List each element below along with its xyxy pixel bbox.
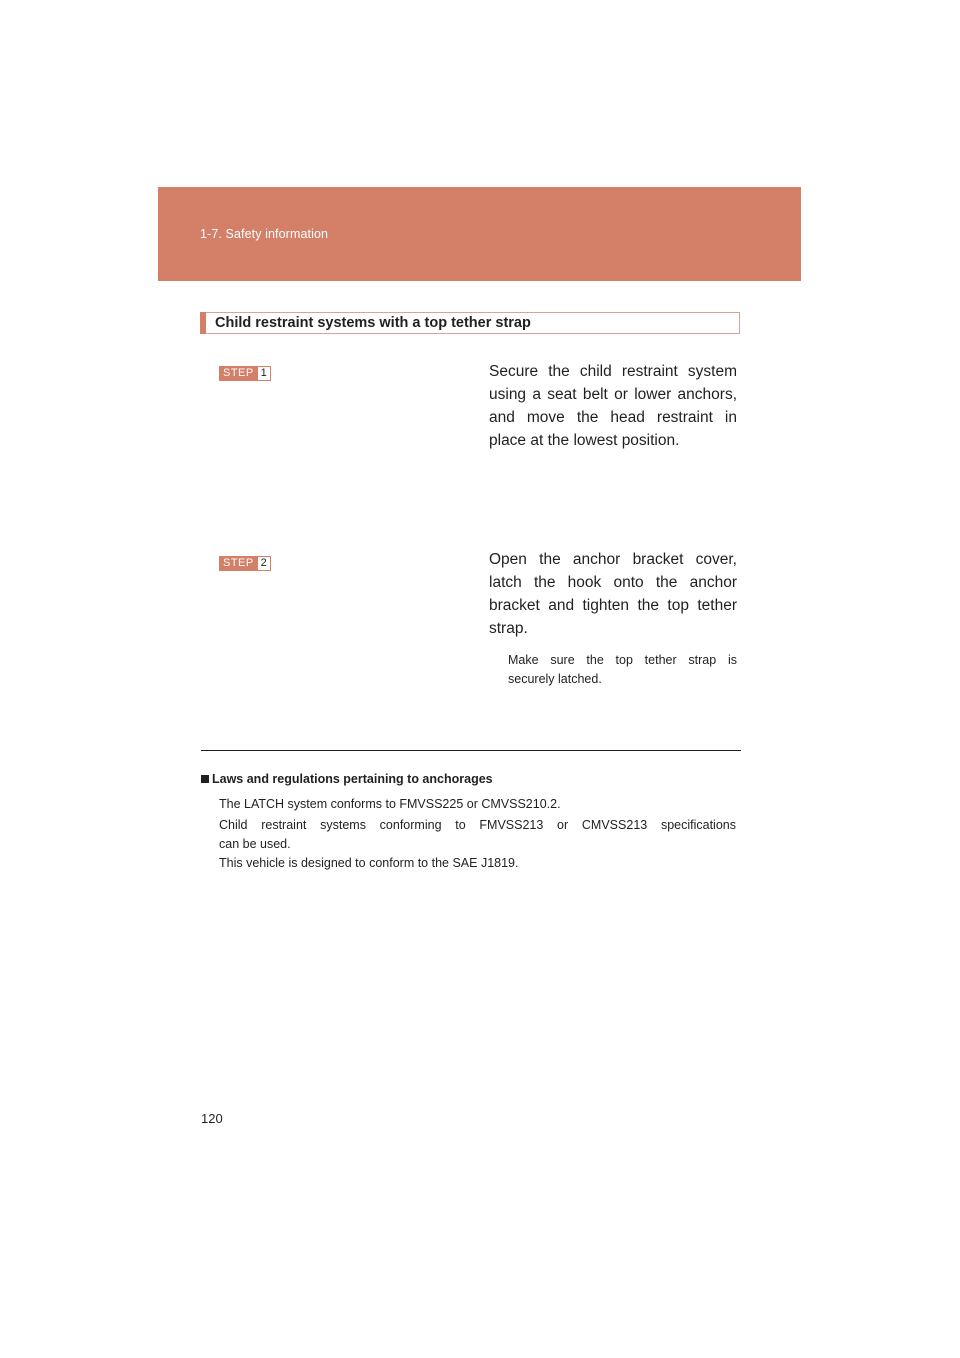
step-2-badge-word: STEP bbox=[219, 556, 258, 571]
step-1-instruction: Secure the child restraint system using a seat belt or lower anchors, and move the head restraint in place at the lowest position. bbox=[489, 363, 737, 449]
note-line-child-restraint-cont: can be used. bbox=[219, 837, 291, 851]
chapter-header-band bbox=[158, 187, 801, 281]
notes-heading-text: Laws and regulations pertaining to anchorages bbox=[212, 772, 493, 786]
step-1-badge-word: STEP bbox=[219, 366, 258, 381]
step-1-badge-number: 1 bbox=[258, 366, 271, 381]
step-1-badge bbox=[219, 366, 271, 381]
note-line-latch: The LATCH system conforms to FMVSS225 or CMVSS210.2. bbox=[219, 797, 561, 811]
square-bullet-icon bbox=[201, 775, 209, 783]
note-line-sae: This vehicle is designed to conform to the SAE J1819. bbox=[219, 856, 519, 870]
note-line-child-restraint: Child restraint systems conforming to FMVSS213 or CMVSS213 specifications bbox=[219, 818, 736, 832]
section-divider bbox=[201, 750, 741, 751]
step-2-note: Make sure the top tether strap is securely latched. bbox=[508, 653, 737, 686]
section-heading bbox=[201, 312, 740, 334]
step-2-badge-number: 2 bbox=[258, 556, 271, 571]
step-2-instruction: Open the anchor bracket cover, latch the hook onto the anchor bracket and tighten the top tether strap. bbox=[489, 551, 737, 637]
step-2-badge bbox=[219, 556, 271, 571]
page-number: 120 bbox=[201, 1111, 223, 1126]
notes-heading bbox=[201, 772, 493, 786]
chapter-section-label: 1-7. Safety information bbox=[200, 227, 329, 241]
section-heading-accent bbox=[200, 312, 206, 334]
section-title: Child restraint systems with a top tether strap bbox=[215, 315, 531, 331]
